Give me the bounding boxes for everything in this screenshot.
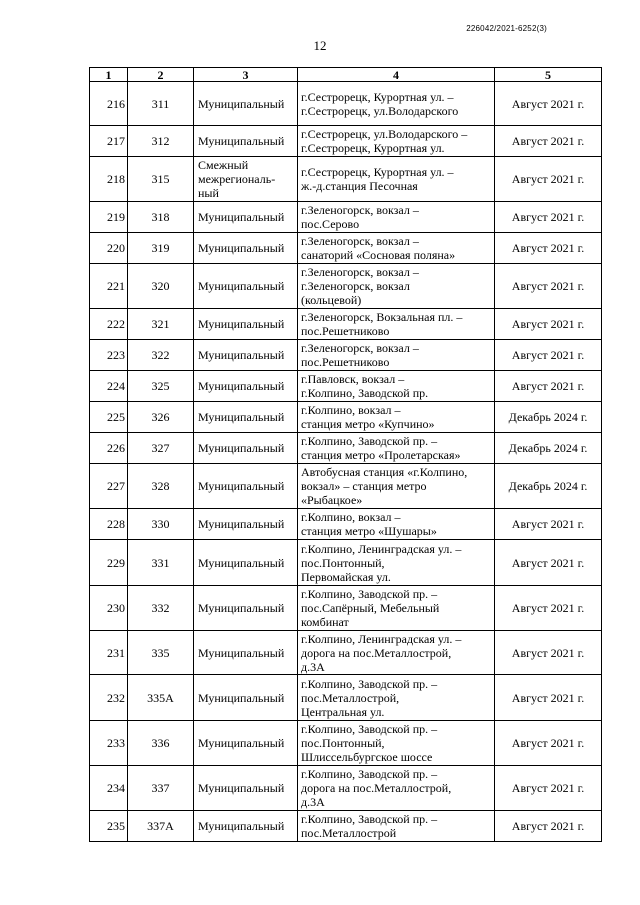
row-number: 230 <box>90 586 128 631</box>
row-number: 228 <box>90 509 128 540</box>
route-type: Муниципальный <box>194 586 298 631</box>
start-date: Август 2021 г. <box>495 540 602 586</box>
table-row <box>90 340 602 371</box>
route-path: г.Колпино, Заводской пр. – пос.Понтонный, Шлиссельбургское шоссе <box>298 721 495 766</box>
route-path: Автобусная станция «г.Колпино, вокзал» – станция метро «Рыбацкое» <box>298 464 495 509</box>
start-date: Август 2021 г. <box>495 811 602 842</box>
table-row <box>90 464 602 509</box>
row-number: 235 <box>90 811 128 842</box>
column-header: 4 <box>298 68 495 82</box>
route-path: г.Колпино, Ленинградская ул. – пос.Понтонный, Первомайская ул. <box>298 540 495 586</box>
column-header: 3 <box>194 68 298 82</box>
row-number: 233 <box>90 721 128 766</box>
row-number: 216 <box>90 82 128 126</box>
route-number: 337 <box>128 766 194 811</box>
start-date: Август 2021 г. <box>495 264 602 309</box>
document-id: 226042/2021-6252(3) <box>466 24 547 33</box>
route-path: г.Сестрорецк, ул.Володарского – г.Сестрорецк, Курортная ул. <box>298 126 495 157</box>
row-number: 221 <box>90 264 128 309</box>
start-date: Август 2021 г. <box>495 675 602 721</box>
route-number: 312 <box>128 126 194 157</box>
route-number: 332 <box>128 586 194 631</box>
route-type: Муниципальный <box>194 811 298 842</box>
row-number: 232 <box>90 675 128 721</box>
row-number: 226 <box>90 433 128 464</box>
route-path: г.Сестрорецк, Курортная ул. – г.Сестрорецк, ул.Володарского <box>298 82 495 126</box>
route-path: г.Колпино, Заводской пр. – станция метро «Пролетарская» <box>298 433 495 464</box>
route-number: 326 <box>128 402 194 433</box>
start-date: Август 2021 г. <box>495 721 602 766</box>
route-path: г.Колпино, Ленинградская ул. – дорога на пос.Металлострой, д.3А <box>298 631 495 675</box>
table-row <box>90 202 602 233</box>
route-type: Муниципальный <box>194 309 298 340</box>
start-date: Август 2021 г. <box>495 202 602 233</box>
table-row <box>90 233 602 264</box>
start-date: Август 2021 г. <box>495 157 602 202</box>
start-date: Август 2021 г. <box>495 126 602 157</box>
table-row <box>90 82 602 126</box>
table-row <box>90 433 602 464</box>
row-number: 219 <box>90 202 128 233</box>
row-number: 223 <box>90 340 128 371</box>
start-date: Август 2021 г. <box>495 371 602 402</box>
start-date: Август 2021 г. <box>495 233 602 264</box>
route-number: 330 <box>128 509 194 540</box>
row-number: 217 <box>90 126 128 157</box>
table-row <box>90 766 602 811</box>
route-number: 337А <box>128 811 194 842</box>
route-number: 322 <box>128 340 194 371</box>
route-type: Муниципальный <box>194 82 298 126</box>
column-header: 1 <box>90 68 128 82</box>
start-date: Август 2021 г. <box>495 631 602 675</box>
route-type: Муниципальный <box>194 464 298 509</box>
route-type: Муниципальный <box>194 766 298 811</box>
route-type: Муниципальный <box>194 402 298 433</box>
route-number: 336 <box>128 721 194 766</box>
route-type: Муниципальный <box>194 233 298 264</box>
routes-table <box>89 67 602 842</box>
route-number: 331 <box>128 540 194 586</box>
row-number: 227 <box>90 464 128 509</box>
start-date: Декабрь 2024 г. <box>495 433 602 464</box>
row-number: 231 <box>90 631 128 675</box>
route-path: г.Колпино, вокзал – станция метро «Купчино» <box>298 402 495 433</box>
table-row <box>90 675 602 721</box>
route-number: 335А <box>128 675 194 721</box>
route-number: 327 <box>128 433 194 464</box>
start-date: Август 2021 г. <box>495 509 602 540</box>
route-type: Муниципальный <box>194 371 298 402</box>
table-row <box>90 264 602 309</box>
route-path: г.Зеленогорск, вокзал – санаторий «Сосновая поляна» <box>298 233 495 264</box>
route-number: 318 <box>128 202 194 233</box>
route-type: Муниципальный <box>194 340 298 371</box>
route-path: г.Колпино, Заводской пр. – пос.Сапёрный, Мебельный комбинат <box>298 586 495 631</box>
table-row <box>90 371 602 402</box>
route-type: Муниципальный <box>194 264 298 309</box>
table-row <box>90 309 602 340</box>
route-type: Муниципальный <box>194 675 298 721</box>
row-number: 224 <box>90 371 128 402</box>
start-date: Август 2021 г. <box>495 82 602 126</box>
row-number: 222 <box>90 309 128 340</box>
route-number: 328 <box>128 464 194 509</box>
row-number: 229 <box>90 540 128 586</box>
route-path: г.Зеленогорск, вокзал – пос.Серово <box>298 202 495 233</box>
route-number: 321 <box>128 309 194 340</box>
start-date: Август 2021 г. <box>495 586 602 631</box>
route-path: г.Зеленогорск, вокзал – г.Зеленогорск, вокзал (кольцевой) <box>298 264 495 309</box>
route-type: Муниципальный <box>194 540 298 586</box>
start-date: Декабрь 2024 г. <box>495 464 602 509</box>
route-path: г.Зеленогорск, вокзал – пос.Решетниково <box>298 340 495 371</box>
route-type: Смежный межрегиональ- ный <box>194 157 298 202</box>
row-number: 225 <box>90 402 128 433</box>
table-row <box>90 721 602 766</box>
route-path: г.Колпино, Заводской пр. – пос.Металлострой, Центральная ул. <box>298 675 495 721</box>
route-number: 320 <box>128 264 194 309</box>
table-row <box>90 509 602 540</box>
table-row <box>90 586 602 631</box>
route-path: г.Павловск, вокзал – г.Колпино, Заводской пр. <box>298 371 495 402</box>
route-type: Муниципальный <box>194 721 298 766</box>
table-row <box>90 631 602 675</box>
route-type: Муниципальный <box>194 631 298 675</box>
route-number: 335 <box>128 631 194 675</box>
route-number: 311 <box>128 82 194 126</box>
start-date: Август 2021 г. <box>495 340 602 371</box>
route-path: г.Колпино, Заводской пр. – дорога на пос.Металлострой, д.3А <box>298 766 495 811</box>
route-number: 315 <box>128 157 194 202</box>
route-path: г.Зеленогорск, Вокзальная пл. – пос.Решетниково <box>298 309 495 340</box>
route-type: Муниципальный <box>194 509 298 540</box>
route-number: 319 <box>128 233 194 264</box>
row-number: 220 <box>90 233 128 264</box>
start-date: Декабрь 2024 г. <box>495 402 602 433</box>
table-row <box>90 811 602 842</box>
route-type: Муниципальный <box>194 433 298 464</box>
table-row <box>90 157 602 202</box>
row-number: 218 <box>90 157 128 202</box>
start-date: Август 2021 г. <box>495 309 602 340</box>
table-row <box>90 126 602 157</box>
row-number: 234 <box>90 766 128 811</box>
table-row <box>90 540 602 586</box>
route-path: г.Колпино, Заводской пр. – пос.Металлострой <box>298 811 495 842</box>
column-header: 2 <box>128 68 194 82</box>
table-header-row <box>90 68 602 82</box>
route-path: г.Колпино, вокзал – станция метро «Шушары» <box>298 509 495 540</box>
column-header: 5 <box>495 68 602 82</box>
page-number: 12 <box>313 38 327 53</box>
table-row <box>90 402 602 433</box>
route-path: г.Сестрорецк, Курортная ул. – ж.-д.станция Песочная <box>298 157 495 202</box>
route-type: Муниципальный <box>194 126 298 157</box>
route-type: Муниципальный <box>194 202 298 233</box>
start-date: Август 2021 г. <box>495 766 602 811</box>
route-number: 325 <box>128 371 194 402</box>
